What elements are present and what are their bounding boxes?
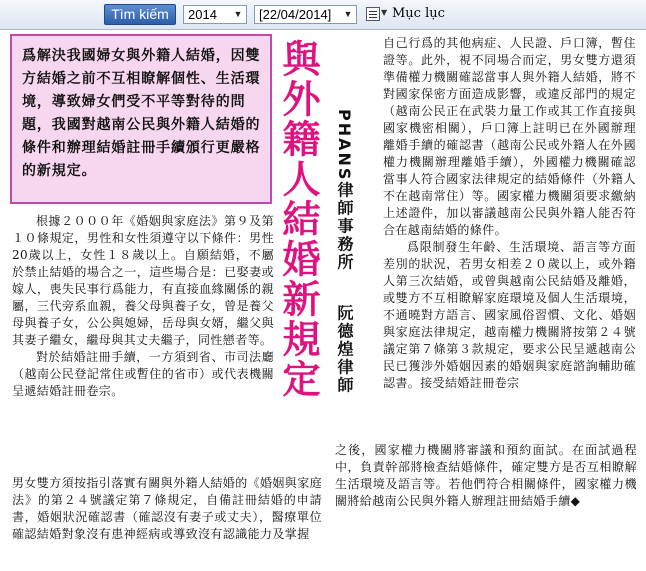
year-select[interactable] bbox=[183, 5, 247, 24]
table-of-contents-link[interactable]: Mục lục bbox=[392, 6, 445, 21]
body-column-left bbox=[12, 213, 274, 400]
article-byline bbox=[331, 109, 355, 395]
body-column-right bbox=[383, 35, 636, 392]
body-paragraph: 對於結婚註冊手續，一方須到省、市司法廳（越南公民登記常住或暫住的省市）或代表機關呈遞結婚註冊卷宗。 bbox=[12, 350, 274, 398]
body-column-right-bottom bbox=[335, 442, 637, 510]
date-select[interactable] bbox=[254, 5, 357, 24]
body-column-left-bottom bbox=[12, 475, 322, 543]
chevron-down-icon: ▼ bbox=[343, 9, 353, 19]
article-headline: 與外籍人結婚新規定 bbox=[276, 39, 320, 399]
toolbar bbox=[0, 0, 646, 30]
body-paragraph: 爲限制發生年齡、生活環境、語言等方面差別的狀況，若男女相差２０歲以上，或外籍人第三次結婚，或曾與越南公民結婚及離婚，或雙方不互相瞭解家庭環境及個人生活環境，不通曉對方語言、國家風俗習慣、文化、婚姻與家庭法律規定，越南權力機關將按第２４號議定第７條第３款規定，要求公民呈遞越南公民已獲涉外婚姻因素的婚姻與家庭諮詢輔助確認書。接受結婚註冊卷宗 bbox=[383, 240, 636, 390]
article-summary-box bbox=[10, 34, 272, 204]
article-summary: 爲解決我國婦女與外籍人結婚，因雙方結婚之前不互相瞭解個性、生活環境，導致婦女們受不平等對待的問題，我國對越南公民與外籍人結婚的條件和辦理結婚註冊手續頒行更嚴格的新規定。 bbox=[22, 48, 261, 179]
byline-author: 阮德煌律師 bbox=[335, 304, 354, 395]
article bbox=[0, 31, 646, 571]
year-value: 2014 bbox=[188, 7, 217, 22]
chevron-down-icon[interactable]: ▼ bbox=[381, 8, 388, 17]
date-value: [22/04/2014] bbox=[259, 7, 332, 22]
table-of-contents-icon[interactable] bbox=[366, 7, 380, 21]
body-paragraph: 自己行爲的其他病症、人民證、戶口簿，暫住證等。此外，視不同場合而定，男女雙方還須準備權力機關確認當事人與外籍人結婚，將不對國家保密方面造成影響，或違反部門的規定（越南公民正在武裝力量工作或其工作直接與國家機密相關），戶口簿上註明已在外國辦理離婚手續的確認書（越南公民或外籍人在外國權力機關辦理離婚手續），外國權力機關確認當事人符合國家法律規定的結婚條件（外籍人不在越南常住）等。國家權力機關須要求繳納上述證件，加以審議越南公民與外籍人能否符合在越南結婚的條件。 bbox=[383, 36, 636, 237]
body-paragraph: 根據２０００年《婚姻與家庭法》第９及第１０條規定，男性和女性須遵守以下條件：男性20歲以上，女性１８歲以上。自願結婚，不屬於禁止結婚的場合之一，這些場合是：已娶妻或嫁人，喪失民事行爲能力，有直接血緣關係的親屬，三代旁系血親，養父母與養子女，曾是養父母與養子女，公公與媳婦，岳母與女婿，繼父與其妻子繼女，繼母與其丈夫繼子，同性戀者等。 bbox=[12, 214, 274, 347]
body-paragraph: 男女雙方須按指引落實有關與外籍人結婚的《婚姻與家庭法》的第２４號議定第７條規定，自備註冊結婚的申請書，婚姻狀況確認書（確認沒有妻子或丈夫），醫療單位確認結婚對象沒有患神經病或導致沒有認識能力及掌握 bbox=[12, 476, 323, 541]
chevron-down-icon: ▼ bbox=[233, 9, 243, 19]
body-paragraph: 之後，國家權力機關將審議和預約面試。在面試過程中，負責幹部將檢查結婚條件，確定雙方是否互相瞭解生活環境及語言等。若他們符合相關條件，國家權力機關將給越南公民與外籍人辦理註冊結婚手續◆ bbox=[335, 443, 637, 508]
search-button[interactable]: Tìm kiếm bbox=[104, 4, 176, 25]
byline-firm: PHANS律師事務所 bbox=[335, 109, 354, 272]
